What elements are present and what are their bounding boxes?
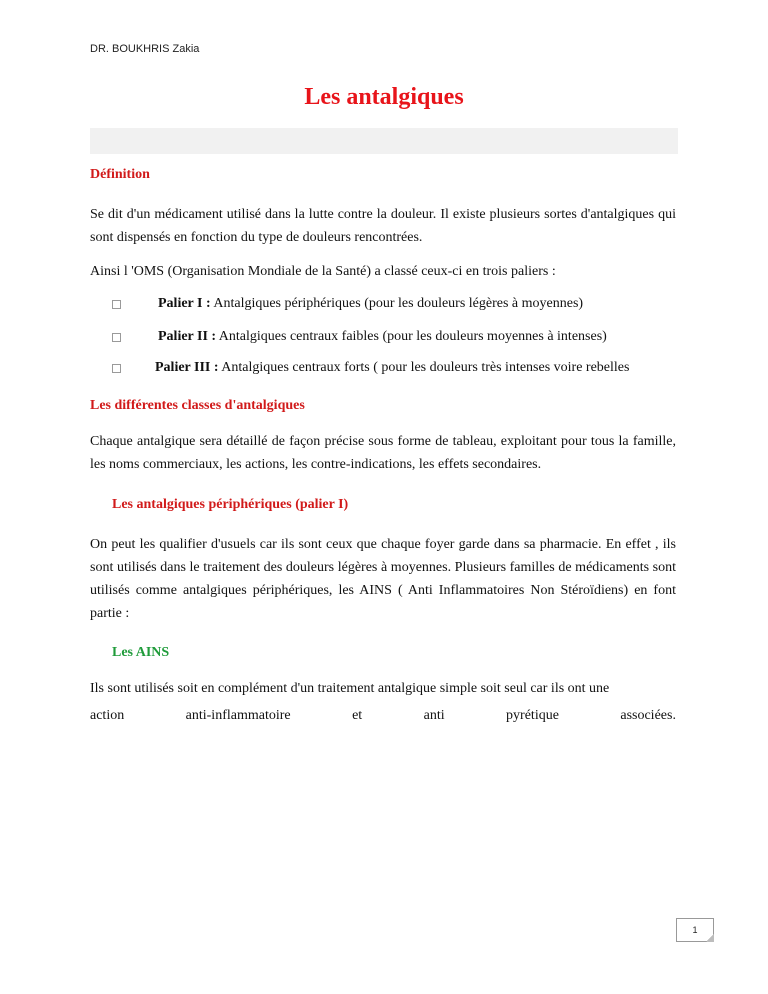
shaded-bar [90, 128, 678, 154]
classes-heading: Les différentes classes d'antalgiques [90, 398, 305, 413]
page-fold-icon [706, 934, 714, 942]
page-title: Les antalgiques [304, 84, 464, 110]
classes-paragraph: Chaque antalgique sera détaillé de façon précise sous forme de tableau, exploitant pour tous la famille, les noms commerciaux, les actions, les contre-indications, les effets secondaires. [90, 434, 676, 472]
word: associées. [620, 708, 676, 723]
page-number: 1 [692, 925, 698, 935]
palier-text: Antalgiques périphériques (pour les douleurs légères à moyennes) [210, 296, 584, 311]
word: pyrétique [506, 708, 559, 723]
palier-text: Antalgiques centraux faibles (pour les douleurs moyennes à intenses) [216, 329, 607, 344]
peripheriques-paragraph: On peut les qualifier d'usuels car ils sont ceux que chaque foyer garde dans sa pharmacie. En effet , ils sont utilisés dans le traitement des douleurs légères à moyennes. Plusieurs familles de médicaments sont utilisés comme antalgiques périphériques, les AINS ( Anti Inflammatoires Non Stéroïdiens) en font partie : [90, 537, 676, 621]
page-number-box [676, 918, 714, 942]
word: et [352, 708, 363, 723]
bullet-icon [112, 364, 121, 373]
ains-heading: Les AINS [112, 645, 170, 660]
palier-label: Palier II : [158, 329, 217, 344]
word: anti [423, 708, 445, 723]
ains-paragraph: Ils sont utilisés soit en complément d'un traitement antalgique simple soit seul car ils ont une [90, 681, 610, 696]
word: action [90, 708, 125, 723]
page-header-author: DR. BOUKHRIS Zakia [90, 43, 200, 55]
oms-paragraph: Ainsi l 'OMS (Organisation Mondiale de la Santé) a classé ceux-ci en trois paliers : [90, 264, 556, 279]
bullet-icon [112, 333, 121, 342]
list-item [155, 360, 629, 376]
definition-heading: Définition [90, 167, 150, 182]
definition-paragraph: Se dit d'un médicament utilisé dans la lutte contre la douleur. Il existe plusieurs sortes d'antalgiques qui sont dispensés en fonction du type de douleurs rencontrées. [90, 207, 676, 245]
word: anti-inflammatoire [185, 708, 291, 723]
list-item [158, 296, 583, 312]
ains-last-line [90, 708, 676, 724]
palier-text: Antalgiques centraux forts ( pour les douleurs très intenses voire rebelles [218, 360, 630, 375]
palier-label: Palier I : [158, 296, 211, 311]
palier-label: Palier III : [155, 360, 219, 375]
bullet-icon [112, 300, 121, 309]
peripheriques-heading: Les antalgiques périphériques (palier I) [112, 497, 349, 512]
list-item [158, 329, 607, 345]
